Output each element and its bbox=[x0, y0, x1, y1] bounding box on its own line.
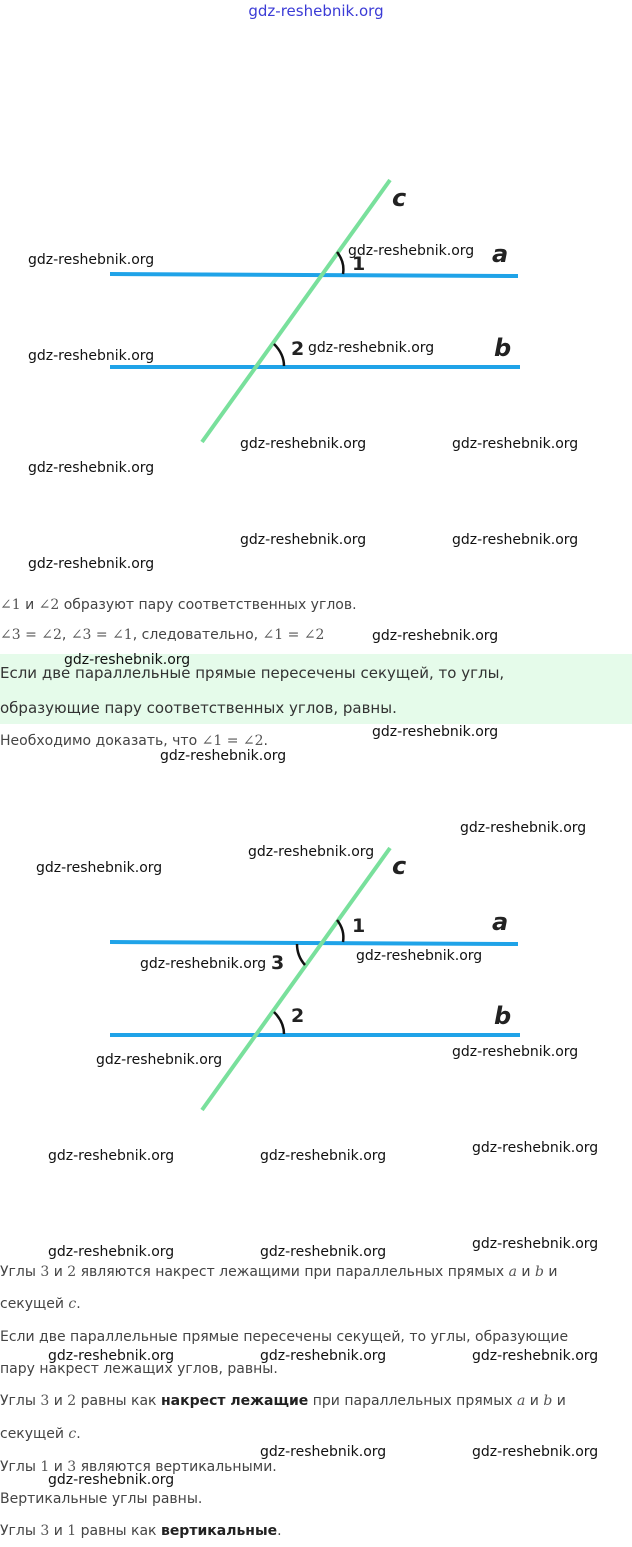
watermark: gdz-reshebnik.org bbox=[260, 1244, 387, 1260]
text-line-alternate: Углы 3 и 2 являются накрест лежащими при параллельных прямых a и b и bbox=[0, 1264, 558, 1280]
watermark: gdz-reshebnik.org bbox=[452, 532, 579, 548]
angle-2-arc bbox=[274, 344, 284, 366]
line-c bbox=[202, 848, 390, 1110]
label-angle-1: 1 bbox=[352, 253, 366, 275]
watermark: gdz-reshebnik.org bbox=[140, 956, 267, 972]
watermark: gdz-reshebnik.org bbox=[240, 532, 367, 548]
angle-2-arc bbox=[274, 1012, 284, 1034]
text-line-theorem-alt-2: пару накрест лежащих углов, равны. bbox=[0, 1361, 278, 1377]
label-c: c bbox=[392, 184, 407, 212]
text-line-secant-1: секущей c. bbox=[0, 1296, 81, 1312]
text-line-alt-equal: Углы 3 и 2 равны как накрест лежащие при параллельных прямых a и b и bbox=[0, 1393, 566, 1409]
watermark: gdz-reshebnik.org bbox=[452, 436, 579, 452]
text-line-theorem-alt-1: Если две параллельные прямые пересечены секущей, то углы, образующие bbox=[0, 1329, 569, 1345]
theorem-line-1: Если две параллельные прямые пересечены секущей, то углы, bbox=[0, 664, 505, 682]
label-angle-2: 2 bbox=[291, 1005, 305, 1027]
text-line-corresponding: ∠1 и ∠2 образуют пару соответственных углов. bbox=[0, 597, 357, 613]
label-angle-3: 3 bbox=[271, 952, 285, 974]
watermark: gdz-reshebnik.org bbox=[28, 556, 155, 572]
text-line-equalities: ∠3 = ∠2, ∠3 = ∠1, следовательно, ∠1 = ∠2 bbox=[0, 627, 325, 643]
watermark: gdz-reshebnik.org bbox=[260, 1348, 387, 1364]
watermark: gdz-reshebnik.org bbox=[160, 748, 287, 764]
theorem-line-2: образующие пару соответственных углов, равны. bbox=[0, 699, 397, 717]
line-c bbox=[202, 180, 390, 442]
watermark: gdz-reshebnik.org bbox=[452, 1044, 579, 1060]
text-line-secant-2: секущей c. bbox=[0, 1426, 81, 1442]
line-a bbox=[110, 274, 518, 276]
label-angle-1: 1 bbox=[352, 915, 366, 937]
label-b: b bbox=[494, 334, 512, 362]
watermark: gdz-reshebnik.org bbox=[96, 1052, 223, 1068]
watermark: gdz-reshebnik.org bbox=[372, 724, 499, 740]
label-a: a bbox=[492, 908, 509, 936]
figure-2-diagram bbox=[0, 838, 632, 1128]
watermark: gdz-reshebnik.org bbox=[48, 1148, 175, 1164]
watermark: gdz-reshebnik.org bbox=[48, 1244, 175, 1260]
site-link[interactable]: gdz-reshebnik.org bbox=[248, 2, 384, 20]
label-angle-2: 2 bbox=[291, 338, 305, 360]
label-a: a bbox=[492, 240, 509, 268]
watermark: gdz-reshebnik.org bbox=[460, 820, 587, 836]
watermark: gdz-reshebnik.org bbox=[260, 1444, 387, 1460]
watermark: gdz-reshebnik.org bbox=[48, 1472, 175, 1488]
label-b: b bbox=[494, 1002, 512, 1030]
label-c: c bbox=[392, 852, 407, 880]
watermark: gdz-reshebnik.org bbox=[356, 948, 483, 964]
text-line-conclusion: Углы 3 и 1 равны как вертикальные. bbox=[0, 1523, 282, 1539]
watermark: gdz-reshebnik.org bbox=[28, 460, 155, 476]
line-a bbox=[110, 942, 518, 944]
watermark: gdz-reshebnik.org bbox=[472, 1348, 599, 1364]
watermark: gdz-reshebnik.org bbox=[372, 628, 499, 644]
text-line-prove: Необходимо доказать, что ∠1 = ∠2. bbox=[0, 733, 268, 749]
angle-1-arc bbox=[337, 920, 343, 942]
watermark: gdz-reshebnik.org bbox=[28, 348, 155, 364]
watermark: gdz-reshebnik.org bbox=[248, 844, 375, 860]
angle-1-arc bbox=[337, 252, 343, 274]
watermark: gdz-reshebnik.org bbox=[240, 436, 367, 452]
figure-1-diagram bbox=[0, 170, 632, 460]
watermark: gdz-reshebnik.org bbox=[472, 1236, 599, 1252]
watermark: gdz-reshebnik.org bbox=[472, 1444, 599, 1460]
watermark: gdz-reshebnik.org bbox=[36, 860, 163, 876]
watermark: gdz-reshebnik.org bbox=[472, 1140, 599, 1156]
watermark: gdz-reshebnik.org bbox=[28, 252, 155, 268]
watermark: gdz-reshebnik.org bbox=[48, 1348, 175, 1364]
text-line-vertical-equal: Вертикальные углы равны. bbox=[0, 1491, 203, 1507]
watermark: gdz-reshebnik.org bbox=[348, 243, 475, 259]
watermark: gdz-reshebnik.org bbox=[308, 340, 435, 356]
watermark: gdz-reshebnik.org bbox=[260, 1148, 387, 1164]
text-line-vertical: Углы 1 и 3 являются вертикальными. bbox=[0, 1459, 277, 1475]
watermark: gdz-reshebnik.org bbox=[64, 652, 191, 668]
angle-3-arc bbox=[297, 944, 305, 965]
